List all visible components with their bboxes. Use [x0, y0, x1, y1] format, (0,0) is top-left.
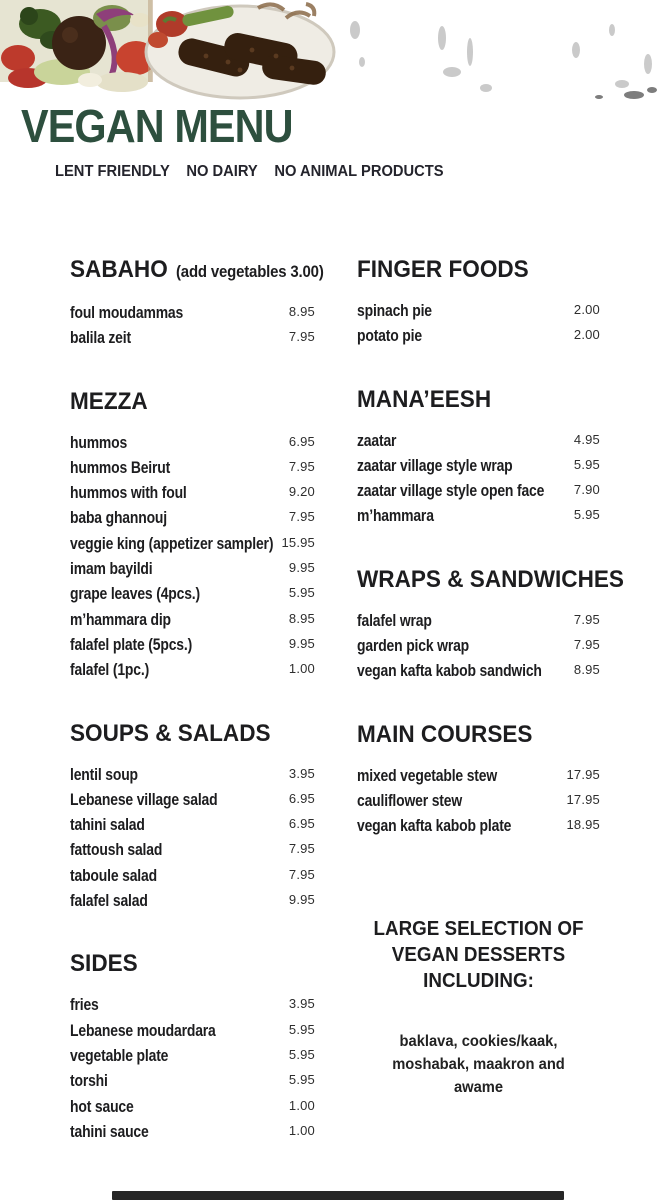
menu-section-wraps-sandwiches	[357, 565, 624, 684]
section-heading	[70, 256, 324, 286]
menu-section-finger-foods	[357, 256, 600, 349]
menu-item-price: 7.90	[573, 482, 600, 498]
menu-item-label: torshi	[70, 1071, 108, 1091]
kafta-plate-photo	[146, 4, 334, 98]
section-heading	[70, 388, 315, 416]
menu-item-label: Lebanese village salad	[70, 789, 218, 809]
desserts-note	[352, 916, 605, 1099]
salad-photo	[0, 0, 156, 92]
section-heading	[357, 565, 624, 594]
menu-item-label: balila zeit	[70, 328, 131, 348]
menu-item-price: 15.95	[281, 534, 315, 550]
menu-item-label: mixed vegetable stew	[357, 765, 498, 785]
menu-section-sides	[70, 950, 315, 1144]
menu-item	[357, 608, 600, 633]
menu-item-price: 7.95	[573, 611, 600, 627]
menu-item-label: falafel wrap	[357, 610, 432, 630]
menu-item-label: falafel plate (5pcs.)	[70, 634, 193, 654]
menu-item-label: zaatar village style wrap	[357, 455, 513, 475]
tag-no-dairy: NO DAIRY	[186, 163, 258, 180]
menu-item-price: 6.95	[288, 816, 315, 832]
menu-item	[70, 762, 315, 787]
menu-item	[70, 455, 315, 480]
menu-item-label: falafel (1pc.)	[70, 660, 150, 680]
menu-column-right	[357, 256, 624, 839]
menu-item-price: 3.95	[288, 996, 315, 1012]
menu-item-label: hummos Beirut	[70, 457, 171, 477]
menu-item-label: cauliflower stew	[357, 790, 463, 810]
menu-item	[70, 1018, 315, 1043]
menu-item	[70, 1068, 315, 1093]
desserts-heading: LARGE SELECTION OF VEGAN DESSERTS INCLUDING:	[373, 918, 584, 992]
menu-section-mezza	[70, 388, 315, 683]
section-title: MAIN COURSES	[357, 720, 533, 748]
menu-column-left	[70, 256, 324, 1144]
menu-item	[70, 430, 315, 455]
menu-item	[357, 813, 600, 838]
section-heading	[357, 386, 600, 414]
menu-item-label: zaatar	[357, 430, 397, 450]
menu-section-sabaho	[70, 256, 324, 351]
menu-item-price: 7.95	[288, 509, 315, 525]
menu-item	[357, 298, 600, 323]
menu-item-label: potato pie	[357, 326, 422, 346]
desserts-list: baklava, cookies/kaak, moshabak, maakron and awame	[392, 1033, 565, 1096]
menu-item-label: m’hammara dip	[70, 609, 171, 629]
menu-item-label: falafel salad	[70, 891, 148, 911]
menu-item-price: 18.95	[566, 817, 600, 833]
section-title: MEZZA	[70, 387, 148, 415]
menu-item-label: zaatar village style open face	[357, 481, 545, 501]
menu-item	[70, 480, 315, 505]
menu-item	[357, 658, 600, 683]
page-title: VEGAN MENU	[21, 100, 293, 152]
menu-item-label: garden pick wrap	[357, 636, 470, 656]
menu-item-price: 5.95	[288, 1021, 315, 1037]
menu-item-price: 1.00	[288, 1122, 315, 1138]
tag-lent-friendly: LENT FRIENDLY	[55, 163, 170, 180]
menu-item-label: tahini salad	[70, 815, 145, 835]
menu-item	[70, 1094, 315, 1119]
menu-item	[70, 888, 315, 913]
menu-item-price: 7.95	[288, 329, 315, 345]
menu-item-label: hummos	[70, 432, 128, 452]
menu-item-price: 6.95	[288, 790, 315, 806]
menu-item	[357, 428, 600, 453]
menu-item	[70, 812, 315, 837]
menu-item-label: foul moudammas	[70, 303, 184, 322]
menu-item	[70, 607, 315, 632]
menu-item-label: fattoush salad	[70, 840, 163, 860]
menu-item	[70, 992, 315, 1017]
menu-item	[70, 787, 315, 812]
section-title: WRAPS & SANDWICHES	[357, 565, 624, 593]
menu-item-price: 2.00	[573, 302, 600, 317]
section-title: SIDES	[70, 950, 138, 978]
menu-item	[70, 657, 315, 682]
dietary-tags	[55, 163, 444, 181]
section-title: SOUPS & SALADS	[70, 719, 271, 747]
menu-item-price: 9.95	[288, 892, 315, 908]
menu-item	[70, 505, 315, 530]
footer-bar	[112, 1191, 564, 1200]
menu-item-price: 7.95	[288, 458, 315, 474]
section-heading	[357, 721, 600, 749]
menu-item-price: 9.95	[288, 635, 315, 651]
menu-item-price: 9.20	[288, 484, 315, 500]
menu-item-price: 8.95	[573, 662, 600, 678]
menu-item-label: lentil soup	[70, 764, 138, 784]
menu-item-price: 5.95	[288, 1046, 315, 1062]
menu-section-mana-eesh	[357, 386, 600, 529]
menu-item	[70, 325, 315, 350]
menu-item-price: 3.95	[288, 765, 315, 781]
menu-item-price: 4.95	[573, 431, 600, 447]
menu-item	[70, 632, 315, 657]
section-title: SABAHO	[70, 256, 168, 283]
menu-item	[70, 1043, 315, 1068]
menu-item	[70, 581, 315, 606]
section-heading	[357, 256, 600, 284]
menu-item-label: baba ghannouj	[70, 508, 168, 528]
menu-item-price: 7.95	[288, 841, 315, 857]
menu-item-label: vegan kafta kabob plate	[357, 816, 512, 836]
menu-item-price: 5.95	[288, 585, 315, 601]
menu-item-price: 8.95	[288, 304, 315, 319]
menu-section-main-courses	[357, 721, 600, 839]
menu-item-price: 17.95	[566, 791, 600, 807]
menu-item	[357, 453, 600, 478]
menu-item	[357, 323, 600, 348]
menu-item-label: fries	[70, 995, 99, 1015]
menu-item	[357, 763, 600, 788]
section-note: (add vegetables 3.00)	[176, 262, 324, 281]
menu-item-label: vegan kafta kabob sandwich	[357, 661, 542, 681]
menu-item-label: grape leaves (4pcs.)	[70, 584, 200, 604]
scan-smudges	[350, 21, 652, 92]
section-title: FINGER FOODS	[357, 256, 529, 283]
menu-item-price: 7.95	[288, 866, 315, 882]
menu-item	[357, 788, 600, 813]
menu-item	[70, 863, 315, 888]
menu-item-price: 8.95	[288, 610, 315, 626]
menu-item	[70, 300, 315, 325]
menu-item	[357, 633, 600, 658]
menu-item-label: spinach pie	[357, 301, 432, 320]
menu-item-label: m’hammara	[357, 506, 434, 526]
scan-specks	[595, 87, 657, 99]
menu-item-price: 6.95	[288, 433, 315, 449]
menu-item-price: 1.00	[288, 661, 315, 677]
menu-item-price: 2.00	[573, 327, 600, 343]
menu-item-price: 9.95	[288, 560, 315, 576]
section-title: MANA’EESH	[357, 385, 492, 413]
menu-item-label: hummos with foul	[70, 483, 187, 503]
menu-item	[70, 531, 315, 556]
tag-no-animal-products: NO ANIMAL PRODUCTS	[274, 163, 444, 180]
menu-item-price: 5.95	[573, 456, 600, 472]
menu-item-label: vegetable plate	[70, 1045, 169, 1065]
menu-item	[357, 503, 600, 528]
menu-item-price: 17.95	[566, 766, 600, 782]
menu-item-price: 7.95	[573, 637, 600, 653]
menu-item-price: 1.00	[288, 1097, 315, 1113]
section-heading	[70, 950, 315, 978]
menu-item	[70, 837, 315, 862]
menu-item	[70, 1119, 315, 1144]
menu-item-label: tahini sauce	[70, 1121, 149, 1141]
menu-item-price: 5.95	[573, 507, 600, 523]
menu-item-label: taboule salad	[70, 865, 157, 885]
menu-item-label: hot sauce	[70, 1096, 134, 1116]
section-heading	[70, 720, 315, 748]
menu-item-label: imam bayildi	[70, 559, 153, 579]
menu-item-label: Lebanese moudardara	[70, 1020, 216, 1040]
menu-section-soups-salads	[70, 720, 315, 914]
menu-item-price: 5.95	[288, 1072, 315, 1088]
menu-item	[357, 478, 600, 503]
menu-item-label: veggie king (appetizer sampler)	[70, 533, 274, 553]
menu-item	[70, 556, 315, 581]
food-photo-collage	[0, 0, 658, 102]
